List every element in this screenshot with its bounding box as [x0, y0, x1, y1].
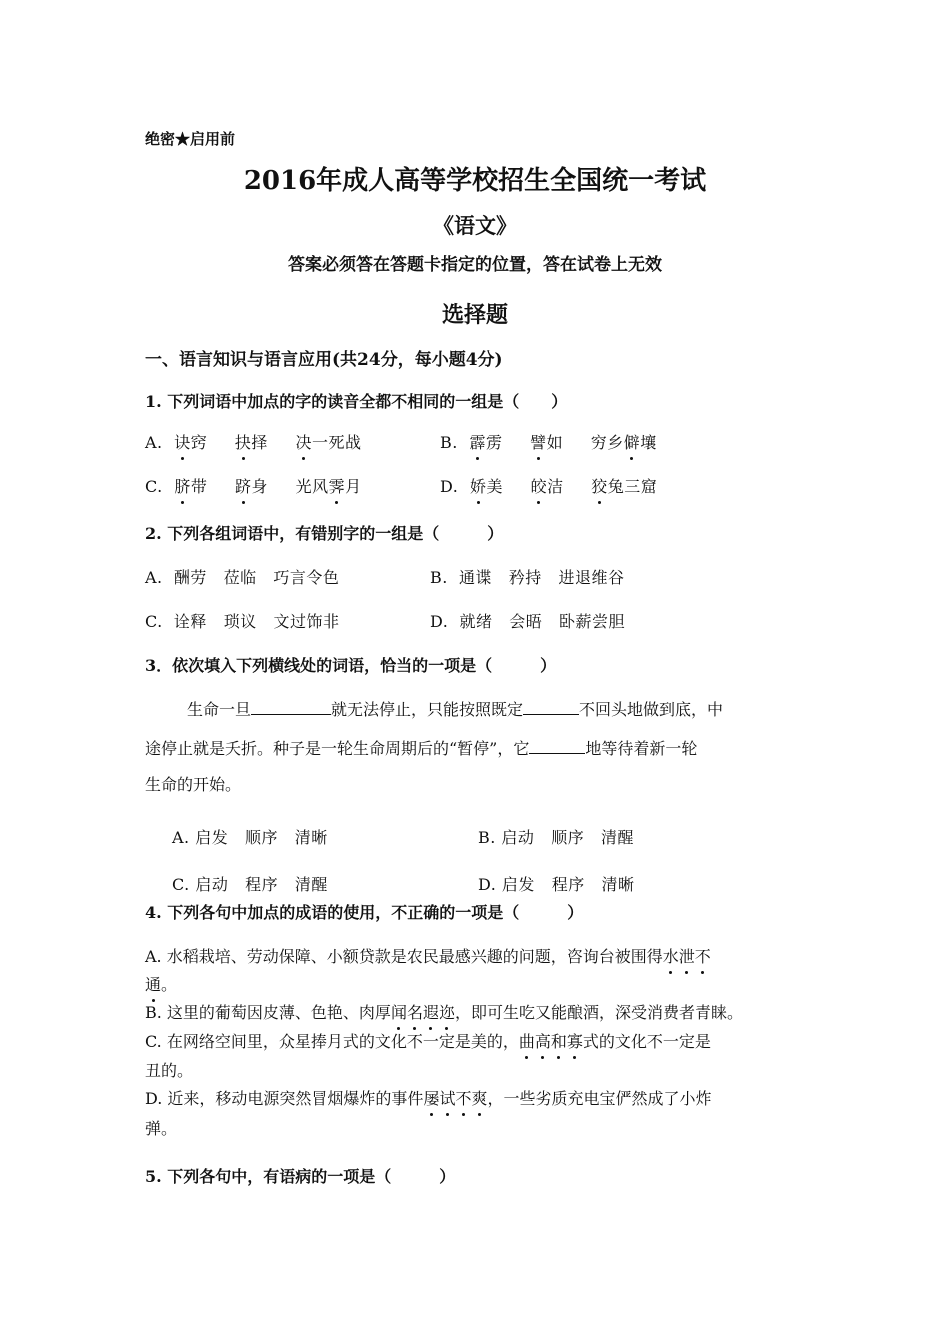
plain-char: 美 [486, 477, 503, 496]
dotted-char: 曲 [519, 1029, 535, 1052]
dotted-char: 决 [295, 430, 312, 453]
dotted-char: 狡 [591, 474, 608, 497]
dotted-char: 霹 [469, 430, 486, 453]
dotted-char: 诀 [174, 430, 191, 453]
q4-option-c-line-1 [145, 1029, 711, 1052]
plain-char: 月 [345, 477, 362, 496]
fill-blank-1 [251, 698, 331, 715]
passage-text: 就无法停止，只能按照既定 [331, 700, 524, 719]
option-text: C. 在网络空间里，众星捧月式的文化不一定是美的， [145, 1032, 519, 1051]
q3-option-b: B. 启动 顺序 清醒 [478, 828, 634, 847]
dotted-char: 试 [439, 1086, 455, 1109]
q4-option-a-line-1 [145, 944, 711, 967]
question-1-stem: 1. 下列词语中加点的字的读音全都不相同的一组是（ ） [145, 392, 568, 411]
plain-char: 如 [546, 433, 564, 452]
dotted-char: 跻 [235, 474, 252, 497]
confidential-label: 绝密★启用前 [145, 130, 236, 148]
q3-option-d: D. 启发 程序 清晰 [478, 875, 635, 894]
plain-char: 壤 [640, 433, 657, 452]
option-label: D. [440, 477, 459, 496]
option-text: 式的文化不一定是 [582, 1032, 711, 1051]
dotted-char: 皎 [531, 474, 548, 497]
option-text: ，一些劣质充电宝俨然成了小炸 [487, 1089, 712, 1108]
q3-passage-line-3: 生命的开始。 [145, 775, 242, 794]
plain-char: 窍 [190, 433, 208, 452]
q4-option-c-line-2: 丑的。 [145, 1061, 194, 1080]
option-label: C. [145, 477, 163, 496]
subject-title: 《语文》 [433, 213, 517, 238]
plain-char: 身 [251, 477, 269, 496]
q2-option-b: B. 通谍 矜持 进退维谷 [430, 568, 625, 587]
fill-blank-3 [529, 737, 585, 754]
exam-title: 2016年成人高等学校招生全国统一考试 [243, 166, 707, 196]
dotted-char: 娇 [470, 474, 487, 497]
dotted-char: 譬 [530, 430, 547, 453]
q2-option-a: A. 酬劳 莅临 巧言令色 [145, 568, 340, 587]
dotted-char: 通 [145, 972, 161, 995]
question-4-stem: 4. 下列各句中加点的成语的使用，不正确的一项是（ ） [145, 903, 584, 922]
dotted-char: 屡 [423, 1086, 439, 1109]
part-heading: 一、语言知识与语言应用(共24分，每小题4分) [145, 350, 503, 370]
dotted-char: 爽 [471, 1086, 487, 1109]
answer-note: 答案必须答在答题卡指定的位置，答在试卷上无效 [288, 255, 662, 275]
dotted-char: 不 [455, 1086, 471, 1109]
dotted-char: 高 [535, 1029, 551, 1052]
option-text: A. 水稻栽培、劳动保障、小额贷款是农民最感兴趣的问题，咨询台被围得 [145, 947, 663, 966]
q4-option-b [145, 1000, 743, 1023]
passage-text: 生命一旦 [187, 700, 252, 719]
fill-blank-2 [523, 698, 579, 715]
q3-option-a: A. 启发 顺序 清晰 [172, 828, 328, 847]
question-2-stem: 2. 下列各组词语中，有错别字的一组是（ ） [145, 524, 504, 543]
q4-option-d-line-2: 弹。 [145, 1119, 178, 1138]
plain-char: 雳 [485, 433, 503, 452]
plain-char: 择 [251, 433, 268, 452]
option-label: B. [440, 433, 458, 452]
option-text: D. 近来，移动电源突然冒烟爆炸的事件 [145, 1089, 424, 1108]
q4-option-a-line-2 [145, 972, 177, 995]
plain-text: 穷乡 [590, 433, 624, 452]
option-text: B. 这里的葡萄因皮薄、色艳、肉厚 [145, 1003, 391, 1022]
q4-option-d-line-1 [145, 1086, 712, 1109]
dotted-char: 遐 [423, 1000, 439, 1023]
dotted-char: 名 [407, 1000, 423, 1023]
q2-option-c: C. 诠释 琐议 文过饰非 [145, 612, 340, 631]
dotted-char: 霁 [329, 474, 346, 497]
dotted-char: 僻 [624, 430, 641, 453]
dotted-char: 脐 [174, 474, 191, 497]
question-3-stem: 3．依次填入下列横线处的词语，恰当的一项是（ ） [145, 656, 557, 675]
dotted-char: 水 [663, 944, 679, 967]
plain-text: 兔三窟 [607, 477, 658, 496]
q2-option-d: D. 就绪 会晤 卧薪尝胆 [430, 612, 626, 631]
q3-passage-line-1 [187, 697, 723, 720]
dotted-char: 泄 [679, 944, 695, 967]
option-text: ，即可生吃又能酿酒，深受消费者青睐。 [455, 1003, 744, 1022]
option-text: 。 [161, 975, 178, 994]
option-label: A. [145, 433, 163, 452]
question-5-stem: 5. 下列各句中，有语病的一项是（ ） [145, 1167, 456, 1186]
q1-option-b [440, 430, 657, 453]
q1-option-c [145, 474, 362, 497]
q3-option-c: C. 启动 程序 清醒 [172, 875, 328, 894]
plain-text: 一死战 [312, 433, 362, 452]
q1-option-a [145, 430, 362, 453]
plain-char: 洁 [547, 477, 564, 496]
passage-text: 地等待着新一轮 [585, 739, 698, 758]
q1-option-d [440, 474, 657, 497]
dotted-char: 不 [695, 944, 711, 967]
q3-passage-line-2 [145, 736, 697, 759]
dotted-char: 闻 [391, 1000, 407, 1023]
passage-text: 不回头地做到底，中 [579, 700, 724, 719]
passage-text: 途停止就是夭折。种子是一轮生命周期后的“暂停”，它 [145, 739, 530, 758]
dotted-char: 和 [551, 1029, 567, 1052]
plain-text: 光风 [295, 477, 329, 496]
section-title: 选择题 [441, 302, 508, 328]
dotted-char: 寡 [567, 1029, 583, 1052]
dotted-char: 迩 [439, 1000, 455, 1023]
plain-char: 带 [190, 477, 208, 496]
dotted-char: 抉 [235, 430, 252, 453]
